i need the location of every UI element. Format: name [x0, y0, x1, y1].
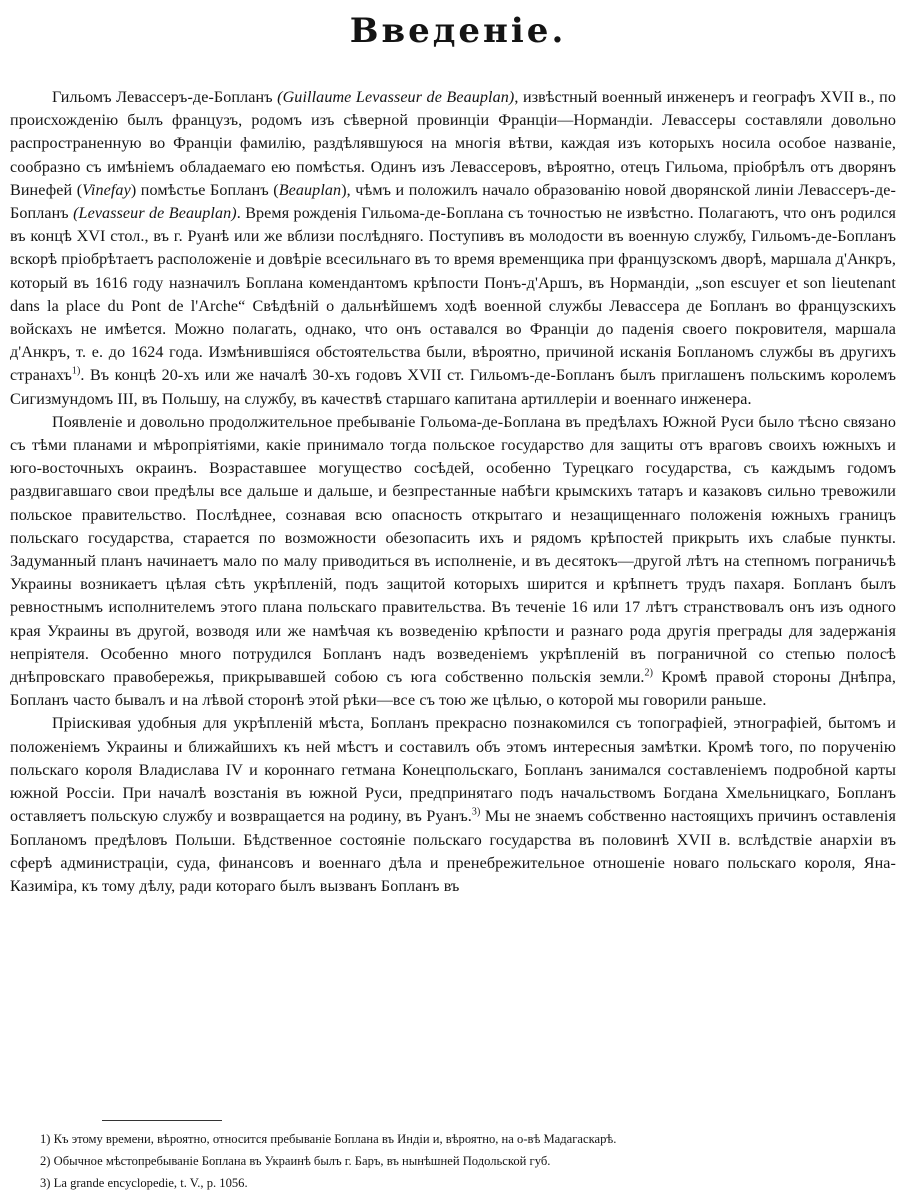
paragraph: [10, 411, 896, 713]
text-run: ), чѣмъ и положилъ начало образованію новой дворянской линіи Левассеръ-де-Бопланъ: [10, 181, 896, 223]
footnotes: [40, 1128, 890, 1194]
footnote-ref: 3): [471, 806, 481, 818]
footnote-2: 2) Обычное мѣстопребываніе Боплана въ Украинѣ былъ г. Баръ, въ нынѣшней Подольской губ.: [40, 1154, 551, 1168]
text-run: ) помѣстье Бопланъ (: [130, 181, 279, 199]
text-run: Гильомъ Левассеръ-де-Бопланъ: [52, 89, 278, 106]
text-run: Мы не знаемъ собственно настоящихъ причинъ оставленія Бопланомъ предѣловъ Польши. Бѣдственное состояніе польскаго государства въ половинѣ XVII в. вслѣдствіе анархіи въ сферѣ администраціи, суда, финансовъ и военнаго дѣла и пренебрежительное отношеніе новаго польскаго короля, Яна-Казиміра, къ тому дѣлу, ради котораго былъ вызванъ Бопланъ въ: [10, 808, 896, 895]
footnote-ref: 2): [644, 667, 654, 679]
text-run: . Въ концѣ 20-хъ или же началѣ 30-хъ годовъ XVII ст. Гильомъ-де-Бопланъ былъ приглашенъ польскимъ королемъ Сигизмундомъ III, въ Польшу, на службу, въ качествѣ старшаго капитана артиллеріи и военнаго инженера.: [10, 367, 896, 408]
italic-text: (Levasseur de Beauplan): [73, 205, 237, 223]
paragraph: [10, 86, 896, 411]
italic-text: Vinefay: [82, 181, 131, 199]
page-title: Введеніе.: [349, 11, 567, 51]
text-run: Пріискивая удобныя для укрѣпленій мѣста, Бопланъ прекрасно познакомился съ топографіей, этнографіей, бытомъ и положеніемъ Украины и ближайшихъ къ ней мѣстъ и составилъ объ этомъ интересныя замѣтки. Кромѣ того, по порученію польскаго короля Владислава IV и короннаго гетмана Конецпольскаго, Бопланъ занимался составленіемъ подробной карты южной Россіи. При началѣ возстанія въ южной Руси, предпринятаго подъ начальствомъ Богдана Хмельницкаго, Бопланъ оставляетъ польскую службу и возвращается на родину, въ Руанъ.: [10, 715, 896, 826]
text-run: . Время рожденія Гильома-де-Боплана съ точностью не извѣстно. Полагаютъ, что онъ родился въ концѣ XVI стол., въ г. Руанѣ или же вблизи послѣдняго. Поступивъ въ молодости въ военную службу, Гильомъ-де-Бопланъ вскорѣ пріобрѣтаетъ расположеніе и довѣріе всесильнаго въ то время временщика при французскомъ дворѣ, маршала д'Анкръ, который въ 1616 году назначилъ Боплана комендантомъ крѣпости Понъ-д'Аршъ, въ Нормандіи, „son escuyer et son lieutenant dans la place du Pont de l'Arche“ Свѣдѣній о дальнѣйшемъ ходѣ военной службы Левассера де Бопланъ во французскихъ войскахъ не имѣется. Можно полагать, однако, что онъ оставался во Франціи до паденія своего покровителя, маршала д'Анкръ, т. е. до 1624 года. Измѣнившіяся обстоятельства были, вѣроятно, причиной исканія Бопланомъ службы въ другихъ странахъ: [10, 205, 896, 385]
italic-text: (Guillaume Levasseur de Beauplan): [277, 89, 515, 106]
body-text: [10, 86, 896, 898]
text-run: , извѣстный военный инженеръ и географъ XVII в., по происхожденію былъ французъ, родомъ изъ сѣверной провинціи Франціи—Нормандіи. Левассеры составляли довольно распространенную во Франціи фамилію, раздѣлявшуюся на многія вѣтви, каждая изъ которыхъ носила особое названіе, сообразно съ имѣніемъ обладаемаго ею помѣстья. Одинъ изъ Левассеровъ, вѣроятно, отецъ Гильома, пріобрѣлъ отъ дворянъ Винефей (: [10, 89, 897, 199]
footnote-ref: 1): [71, 366, 81, 378]
text-run: Кромѣ правой стороны Днѣпра, Бопланъ часто бывалъ и на лѣвой сторонѣ этой рѣки—все съ тою же цѣлью, о которой мы говорили раньше.: [10, 669, 896, 710]
footnote-divider: [102, 1120, 222, 1121]
italic-text: Beauplan: [278, 181, 342, 199]
footnote-1: 1) Къ этому времени, вѣроятно, относится пребываніе Боплана въ Индіи и, вѣроятно, на о-вѣ Мадагаскарѣ.: [40, 1132, 617, 1146]
paragraph: [10, 712, 896, 898]
text-run: Появленіе и довольно продолжительное пребываніе Гольома-де-Боплана въ предѣлахъ Южной Руси было тѣсно связано съ тѣми планами и мѣропріятіями, какіе принимало тогда польское государство для защиты отъ враговъ своихъ южныхъ и юго-восточныхъ окраинъ. Возраставшее могущество сосѣдей, особенно Турецкаго государства, съ каждымъ годомъ раздвигавшаго свои предѣлы все дальше и дальше, и безпрестанные набѣги крымскихъ татаръ и казаковъ сильно тревожили польское правительство. Послѣднее, сознавая всю опасность открытаго и незащищеннаго положенія южныхъ границъ польскаго государства, старается по возможности обезопасить ихъ и рядомъ крѣпостей прикрыть ихъ слабые пункты. Задуманный планъ начинаетъ мало по малу приводиться въ исполненіе, и въ десятокъ—другой лѣтъ на степномъ пограничьѣ Украины возникаетъ цѣлая сѣть укрѣпленій, подъ защитой которыхъ ширится и крѣпнетъ трудъ пахаря. Бопланъ былъ ревностнымъ исполнителемъ этого плана польскаго правительства. Въ теченіе 16 или 17 лѣтъ странствовалъ онъ изъ одного края Украины въ другой, возводя или же намѣчая къ возведенію крѣпости и разнаго рода другія преграды для задержанія непріятеля. Особенно много потрудился Бопланъ надъ возведеніемъ укрѣпленій въ пограничной со степью полосѣ днѣпровскаго правобережья, прикрывавшей собою съ юга собственно польскія земли.: [10, 413, 896, 687]
footnote-3: 3) La grande encyclopedie, t. V., p. 1056.: [40, 1176, 248, 1190]
